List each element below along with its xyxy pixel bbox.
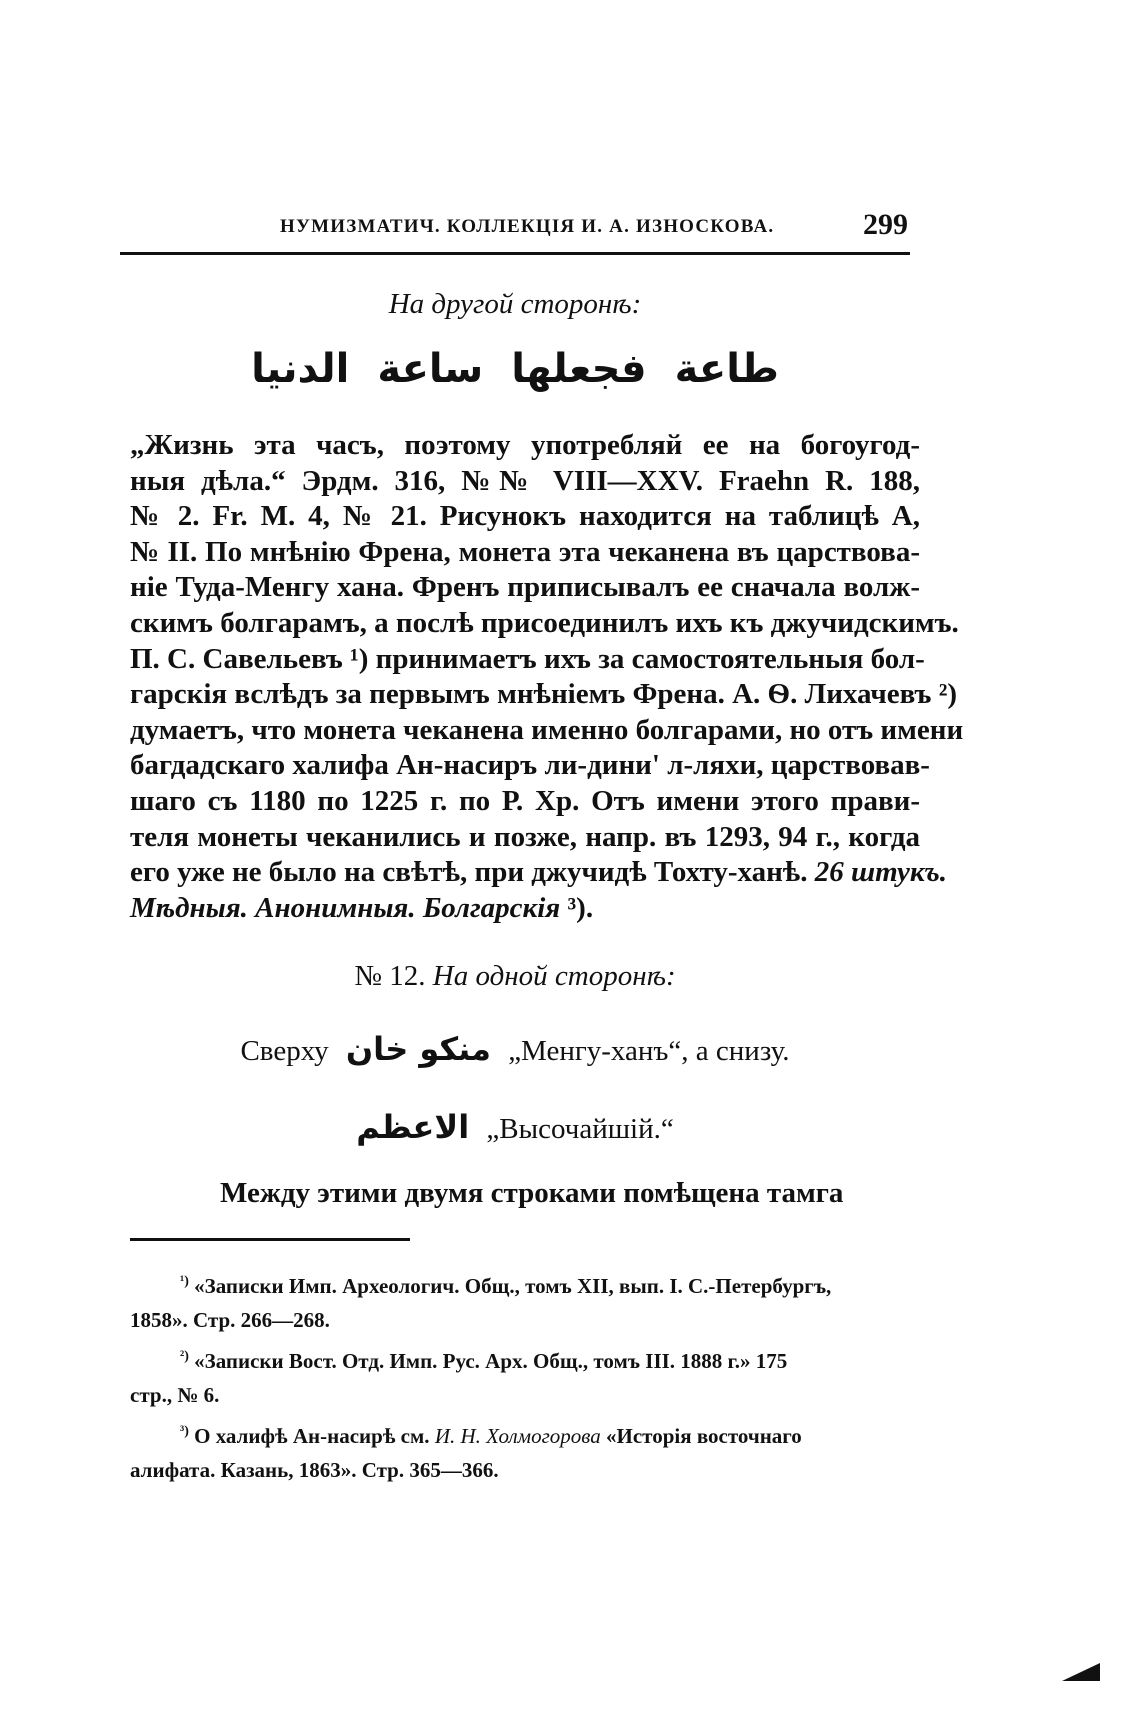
paragraph-line: думаетъ, что монета чеканена именно болгарами, но отъ имени — [130, 713, 964, 746]
footnote-3 — [130, 1415, 930, 1487]
top-label: Сверху — [240, 1035, 329, 1067]
page-number: 299 — [863, 208, 908, 241]
footnote-line: стр., № 6. — [130, 1383, 220, 1407]
paragraph-line: „Жизнь эта часъ, поэтому употребляй ее на богоугод- — [130, 429, 920, 461]
paragraph-line: теля монеты чеканились и позже, напр. въ 1293, 94 г., когда — [130, 820, 920, 853]
footnote-text: «Записки Имп. Археологич. Общ., томъ XII, вып. I. С.-Петербургъ, — [194, 1274, 832, 1298]
footnote-mark: ³) — [180, 1424, 189, 1439]
item-12-heading — [120, 960, 910, 993]
scan-corner-mark — [1062, 1663, 1100, 1681]
arabic-word: الدنيا — [251, 346, 350, 392]
footnote-author: И. Н. Холмогорова — [434, 1424, 601, 1448]
footnote-1 — [130, 1265, 930, 1337]
footnote-2 — [130, 1340, 930, 1412]
footnote-text: «Исторія восточнаго — [606, 1424, 802, 1448]
paragraph-line: П. С. Савельевъ ¹) принимаетъ ихъ за самостоятельныя бол- — [130, 642, 925, 675]
paragraph-last-line — [130, 891, 920, 927]
paragraph-line: скимъ болгарамъ, а послѣ присоединилъ ихъ къ джучидскимъ. — [130, 606, 959, 639]
paragraph-line: № 2. Fr. M. 4, № 21. Рисунокъ находится на таблицѣ А, — [130, 500, 920, 533]
footnote-mark: ¹) — [180, 1274, 189, 1289]
main-paragraph — [130, 428, 964, 926]
item-12-line-3: Между этими двумя строками помѣщена тамга — [220, 1177, 844, 1209]
arabic-mengu-khan: منكو خان — [345, 1030, 491, 1068]
paragraph-line: шаго съ 1180 по 1225 г. по Р. Хр. Отъ имени этого прави- — [130, 784, 920, 817]
item-number: № 12. — [354, 960, 426, 992]
italic-count: 26 штукъ. — [814, 856, 948, 889]
footnote-text: «Записки Вост. Отд. Имп. Рус. Арх. Общ., томъ III. 1888 г.» 175 — [194, 1349, 788, 1373]
running-header — [120, 208, 910, 255]
footnote-text: О халифѣ Ан-насирѣ см. — [194, 1424, 430, 1448]
reverse-arabic-legend — [120, 345, 910, 392]
footnote-line: алифата. Казань, 1863». Стр. 365—366. — [130, 1458, 499, 1482]
paragraph-line-with-italic — [130, 855, 948, 891]
arabic-word: طاعة — [674, 346, 779, 392]
footnote-line — [130, 1415, 930, 1453]
arabic-word: فجعلها — [511, 346, 647, 392]
footnote-line: 1858». Стр. 266—268. — [130, 1308, 330, 1332]
item-12-line-1 — [120, 1030, 910, 1068]
paragraph-line: его уже не было на свѣтѣ, при джучидѣ Тохту-ханѣ. — [130, 856, 808, 889]
header-title: НУМИЗМАТИЧ. КОЛЛЕКЦІЯ И. А. ИЗНОСКОВА. — [280, 216, 775, 237]
paragraph-line: ніе Туда-Менгу хана. Френъ приписывалъ ее сначала волж- — [130, 571, 920, 604]
paragraph-line: багдадскаго халифа Ан-насиръ ли-дини' л-ляхи, царствовав- — [130, 749, 930, 782]
reverse-side-heading: На другой сторонѣ: — [388, 288, 642, 320]
arabic-al-azam: الاعظم — [356, 1108, 470, 1146]
arabic-word: ساعة — [377, 346, 484, 392]
footnote-line — [130, 1265, 930, 1303]
paragraph-line: ныя дѣла.“ Эрдм. 316, №№ VIII—XXV. Fraehn R. 188, — [130, 464, 920, 497]
translation-highest: „Высочайшій.“ — [486, 1113, 674, 1145]
italic-classification: Мѣдныя. Анонимныя. Болгарскія — [130, 891, 561, 924]
item-side-heading: На одной сторонѣ: — [432, 960, 676, 992]
footnote-mark: ²) — [180, 1349, 189, 1364]
paragraph-line: № II. По мнѣнію Френа, монета эта чеканена въ царствова- — [130, 535, 920, 568]
paragraph-line: гарскія вслѣдъ за первымъ мнѣніемъ Френа. А. Ѳ. Лихачевъ ²) — [130, 678, 958, 711]
footnote-ref: ³). — [567, 891, 594, 924]
item-12-line-2 — [120, 1108, 910, 1146]
footnote-divider — [130, 1238, 410, 1241]
translation-mengu-khan: „Менгу-ханъ“, а снизу. — [508, 1035, 790, 1067]
footnote-line — [130, 1340, 930, 1378]
